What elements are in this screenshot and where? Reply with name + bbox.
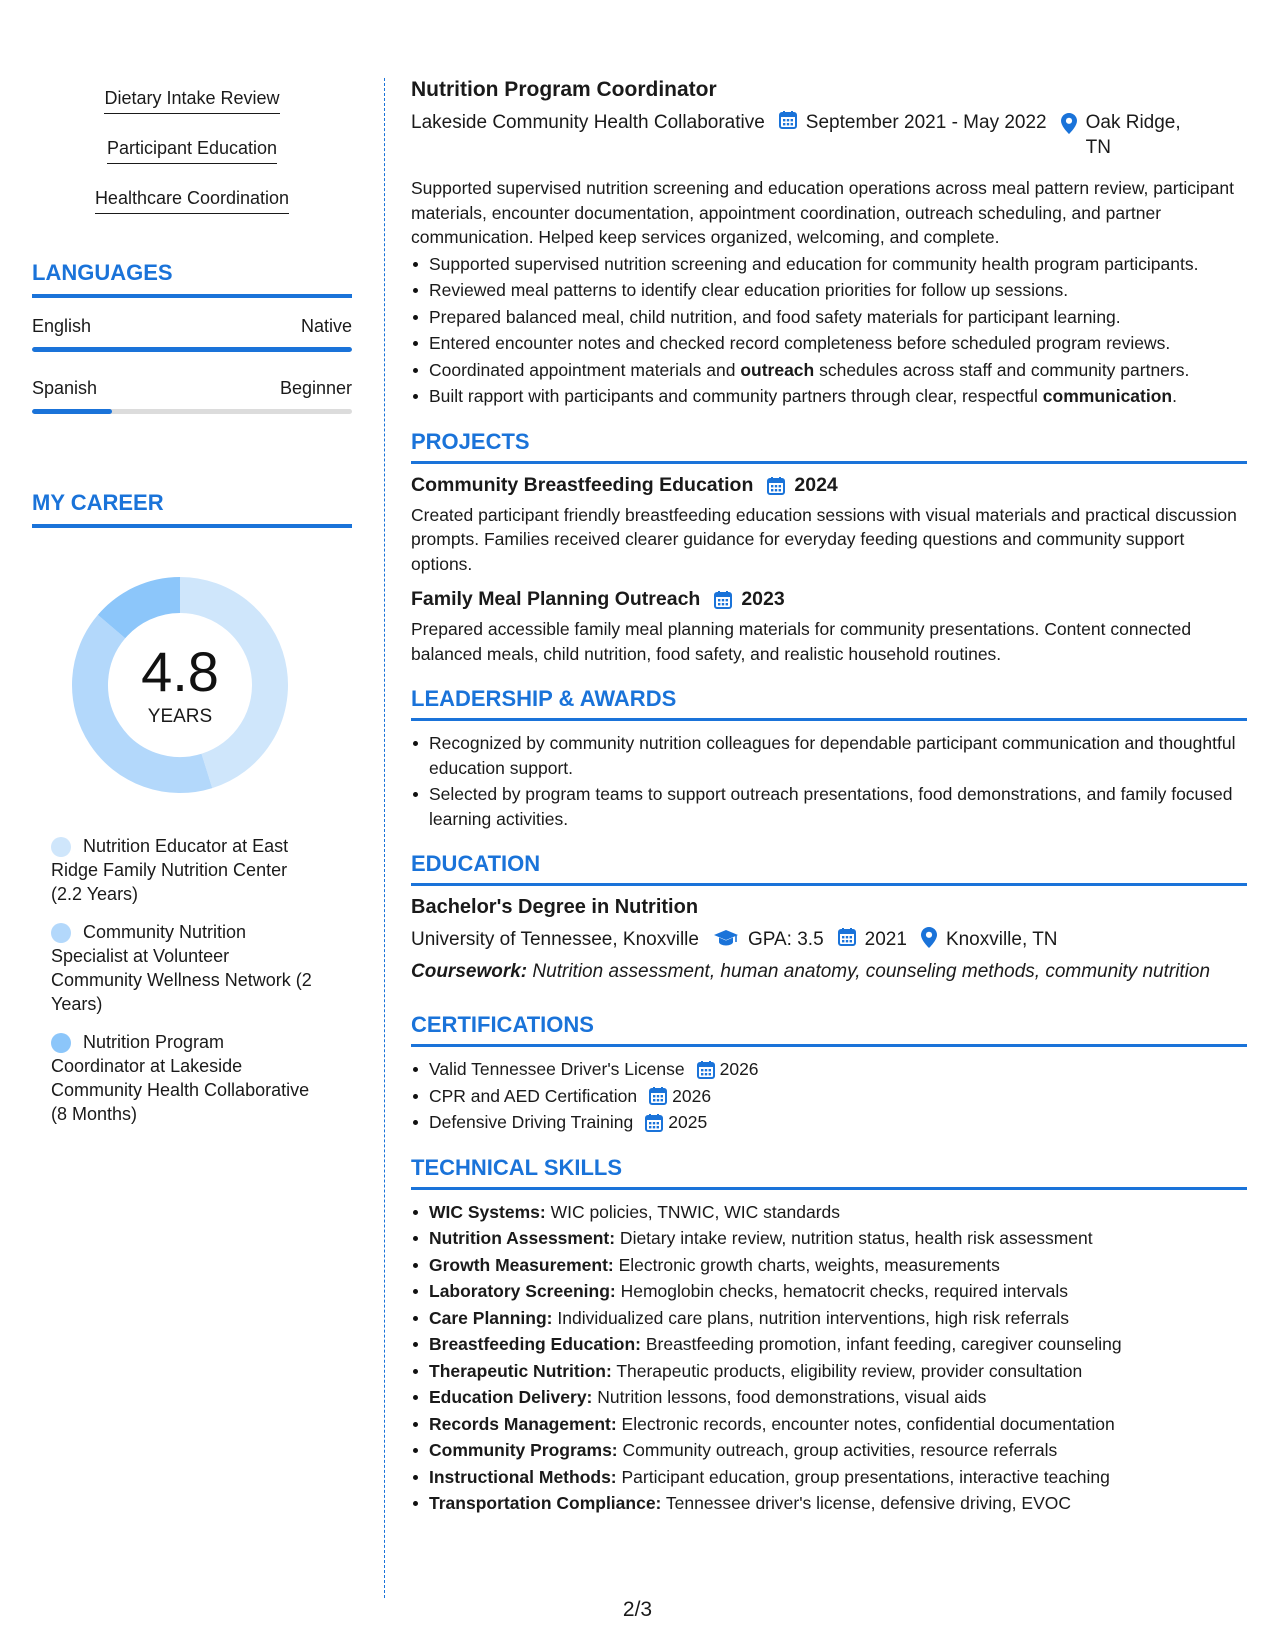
skill-name: Laboratory Screening: bbox=[429, 1281, 616, 1301]
job-bullet bbox=[411, 358, 1247, 383]
skill-value: Electronic records, encounter notes, confidential documentation bbox=[616, 1413, 1115, 1434]
project-description: Prepared accessible family meal planning materials for community presentations. Content connected balanced meals, child nutrition, food safety, and realistic household routines. bbox=[411, 619, 1192, 664]
career-item-text: Community Nutrition Specialist at Volunteer Community Wellness Network (2 Years) bbox=[51, 922, 312, 1014]
job-dates-text: September 2021 - May 2022 bbox=[805, 112, 1047, 133]
job-bullets bbox=[411, 252, 1247, 409]
skill-name: Therapeutic Nutrition: bbox=[429, 1360, 612, 1381]
skill-name: Growth Measurement: bbox=[429, 1254, 614, 1275]
job-meta bbox=[411, 110, 1247, 160]
certification-year: 2025 bbox=[668, 1112, 708, 1132]
legend-dot bbox=[51, 1033, 71, 1053]
sidebar bbox=[32, 80, 352, 1140]
education-meta bbox=[411, 927, 1247, 952]
project-title: Community Breastfeeding Education bbox=[411, 473, 754, 496]
language-name: Spanish bbox=[32, 378, 98, 398]
skill-item bbox=[411, 1332, 1247, 1357]
skill-name: Breastfeeding Education: bbox=[429, 1334, 641, 1354]
skill-name: Education Delivery: bbox=[429, 1387, 593, 1407]
calendar-icon bbox=[838, 927, 856, 946]
coursework bbox=[411, 960, 1247, 984]
project-year: 2023 bbox=[741, 588, 785, 610]
skill-item bbox=[411, 1226, 1247, 1251]
job-location bbox=[1061, 110, 1196, 160]
skill-value: Electronic growth charts, weights, measurements bbox=[613, 1254, 1000, 1275]
job-title: Nutrition Program Coordinator bbox=[411, 78, 717, 101]
language-level-bar bbox=[32, 409, 352, 414]
certifications-heading: CERTIFICATIONS bbox=[411, 1012, 1247, 1047]
bullet-text: . bbox=[1172, 386, 1177, 406]
strength-tag: Dietary Intake Review bbox=[104, 88, 279, 114]
project-entry bbox=[411, 588, 1247, 666]
skill-name: Instructional Methods: bbox=[429, 1466, 617, 1487]
education-entry bbox=[411, 896, 1247, 984]
gpa-text: GPA: 3.5 bbox=[747, 929, 824, 950]
language-name: English bbox=[32, 316, 92, 336]
career-donut-chart bbox=[65, 570, 295, 800]
language-level-bar bbox=[32, 347, 352, 352]
education-year bbox=[838, 927, 907, 952]
location-pin-icon bbox=[921, 927, 937, 948]
skill-value: WIC policies, TNWIC, WIC standards bbox=[545, 1201, 841, 1222]
education-gpa bbox=[713, 927, 824, 952]
skill-item bbox=[411, 1412, 1247, 1437]
skill-item bbox=[411, 1306, 1247, 1331]
bullet-text: Built rapport with participants and community partners through clear, respectful bbox=[429, 386, 1043, 406]
bullet-text: Coordinated appointment materials and bbox=[429, 359, 741, 380]
certification-item bbox=[411, 1084, 1247, 1109]
language-level: Beginner bbox=[279, 378, 352, 398]
certification-list bbox=[411, 1057, 1247, 1135]
skill-value: Community outreach, group activities, resource referrals bbox=[617, 1440, 1058, 1460]
job-bullet: Prepared balanced meal, child nutrition, and food safety materials for participant learning. bbox=[411, 305, 1247, 330]
career-item-text: Nutrition Educator at East Ridge Family Nutrition Center (2.2 Years) bbox=[51, 836, 289, 904]
leadership-bullets bbox=[411, 731, 1247, 831]
project-title: Family Meal Planning Outreach bbox=[411, 588, 701, 610]
main-column bbox=[411, 78, 1247, 1518]
coursework-label: Coursework: bbox=[411, 961, 528, 982]
skill-item bbox=[411, 1465, 1247, 1490]
school-name: University of Tennessee, Knoxville bbox=[411, 929, 699, 950]
legend-dot bbox=[51, 837, 71, 857]
calendar-icon bbox=[649, 1086, 667, 1105]
career-list bbox=[32, 834, 322, 1126]
job-location-text: Oak Ridge, TN bbox=[1085, 112, 1181, 158]
certification-name: Valid Tennessee Driver's License bbox=[429, 1059, 685, 1079]
career-heading: MY CAREER bbox=[32, 490, 352, 528]
skill-value: Tennessee driver's license, defensive driving, EVOC bbox=[661, 1493, 1071, 1513]
skill-item bbox=[411, 1200, 1247, 1225]
project-year: 2024 bbox=[794, 473, 838, 496]
career-item-text: Nutrition Program Coordinator at Lakeside Community Health Collaborative (8 Months) bbox=[51, 1032, 310, 1124]
career-item bbox=[51, 920, 322, 1016]
skill-item bbox=[411, 1253, 1247, 1278]
degree-title: Bachelor's Degree in Nutrition bbox=[411, 896, 699, 918]
skill-value: Dietary intake review, nutrition status, health risk assessment bbox=[615, 1228, 1093, 1248]
job-summary: Supported supervised nutrition screening and education operations across meal pattern review, participant materials, encounter documentation, appointment coordination, outreach scheduling, and partner communication. Helped keep services organized, welcoming, and complete. bbox=[411, 178, 1234, 247]
skill-name: Transportation Compliance: bbox=[429, 1493, 662, 1513]
bullet-keyword: communication bbox=[1042, 386, 1173, 406]
certification-year: 2026 bbox=[719, 1059, 759, 1079]
legend-dot bbox=[51, 923, 71, 943]
leadership-bullet: Selected by program teams to support outreach presentations, food demonstrations, and family focused learning activities. bbox=[411, 782, 1247, 831]
skill-name: Nutrition Assessment: bbox=[429, 1228, 616, 1248]
certification-name: CPR and AED Certification bbox=[429, 1085, 638, 1106]
column-divider bbox=[384, 78, 385, 1598]
skill-name: Care Planning: bbox=[429, 1307, 553, 1328]
education-heading: EDUCATION bbox=[411, 851, 1247, 886]
skill-value: Participant education, group presentations, interactive teaching bbox=[616, 1466, 1110, 1487]
calendar-icon bbox=[779, 110, 797, 129]
skills-heading: TECHNICAL SKILLS bbox=[411, 1155, 1247, 1190]
career-item bbox=[51, 834, 322, 906]
page-number: 2/3 bbox=[622, 1598, 653, 1621]
calendar-icon bbox=[697, 1060, 715, 1079]
language-spanish bbox=[32, 378, 352, 414]
languages-heading: LANGUAGES bbox=[32, 260, 352, 298]
skill-name: Community Programs: bbox=[429, 1440, 618, 1460]
education-location-text: Knoxville, TN bbox=[945, 929, 1058, 950]
skill-value: Breastfeeding promotion, infant feeding, caregiver counseling bbox=[640, 1334, 1122, 1354]
certification-year: 2026 bbox=[672, 1085, 712, 1106]
skill-item bbox=[411, 1438, 1247, 1463]
location-pin-icon bbox=[1061, 113, 1077, 134]
skill-item bbox=[411, 1359, 1247, 1384]
coursework-text: Nutrition assessment, human anatomy, counseling methods, community nutrition bbox=[527, 961, 1211, 982]
calendar-icon bbox=[645, 1113, 663, 1132]
graduation-cap-icon bbox=[713, 929, 739, 947]
strength-tags bbox=[32, 80, 352, 230]
certification-name: Defensive Driving Training bbox=[429, 1112, 634, 1132]
language-english bbox=[32, 316, 352, 352]
language-level-fill bbox=[32, 347, 352, 352]
skill-value: Hemoglobin checks, hematocrit checks, required intervals bbox=[615, 1281, 1069, 1301]
language-level-fill bbox=[32, 409, 112, 414]
project-entry bbox=[411, 474, 1247, 577]
skills-list bbox=[411, 1200, 1247, 1516]
leadership-heading: LEADERSHIP & AWARDS bbox=[411, 686, 1247, 721]
company-name: Lakeside Community Health Collaborative bbox=[411, 112, 765, 133]
career-total-value: 4.8 bbox=[141, 640, 219, 703]
bullet-text: schedules across staff and community partners. bbox=[814, 359, 1190, 380]
leadership-bullet: Recognized by community nutrition colleagues for dependable participant communication and thoughtful education support. bbox=[411, 731, 1247, 780]
education-year-text: 2021 bbox=[864, 929, 907, 950]
projects-heading: PROJECTS bbox=[411, 429, 1247, 464]
skill-item bbox=[411, 1385, 1247, 1410]
donut-center bbox=[65, 570, 295, 800]
job-dates bbox=[779, 110, 1047, 135]
skill-name: WIC Systems: bbox=[429, 1201, 546, 1222]
calendar-icon bbox=[714, 590, 732, 609]
calendar-icon bbox=[767, 476, 785, 495]
skill-value: Therapeutic products, eligibility review, provider consultation bbox=[611, 1360, 1083, 1381]
experience-entry bbox=[411, 78, 1247, 409]
career-item bbox=[51, 1030, 322, 1126]
strength-tag: Participant Education bbox=[107, 138, 277, 164]
job-bullet bbox=[411, 384, 1247, 409]
skill-value: Nutrition lessons, food demonstrations, visual aids bbox=[592, 1387, 987, 1407]
education-location bbox=[921, 927, 1058, 952]
language-level: Native bbox=[300, 316, 352, 336]
certification-item bbox=[411, 1110, 1247, 1135]
job-bullet: Supported supervised nutrition screening and education for community health program participants. bbox=[411, 252, 1247, 277]
skill-item bbox=[411, 1491, 1247, 1516]
strength-tag: Healthcare Coordination bbox=[95, 188, 289, 214]
job-bullet: Reviewed meal patterns to identify clear education priorities for follow up sessions. bbox=[411, 278, 1247, 303]
certification-item bbox=[411, 1057, 1247, 1082]
skill-item bbox=[411, 1279, 1247, 1304]
bullet-keyword: outreach bbox=[740, 359, 815, 380]
career-total-unit: YEARS bbox=[147, 706, 213, 727]
job-bullet: Entered encounter notes and checked record completeness before scheduled program reviews. bbox=[411, 331, 1247, 356]
project-description: Created participant friendly breastfeeding education sessions with visual materials and practical discussion prompts. Families received clearer guidance for everyday feeding questions and community support options. bbox=[411, 504, 1237, 574]
skill-value: Individualized care plans, nutrition interventions, high risk referrals bbox=[552, 1307, 1070, 1328]
skill-name: Records Management: bbox=[429, 1413, 617, 1434]
